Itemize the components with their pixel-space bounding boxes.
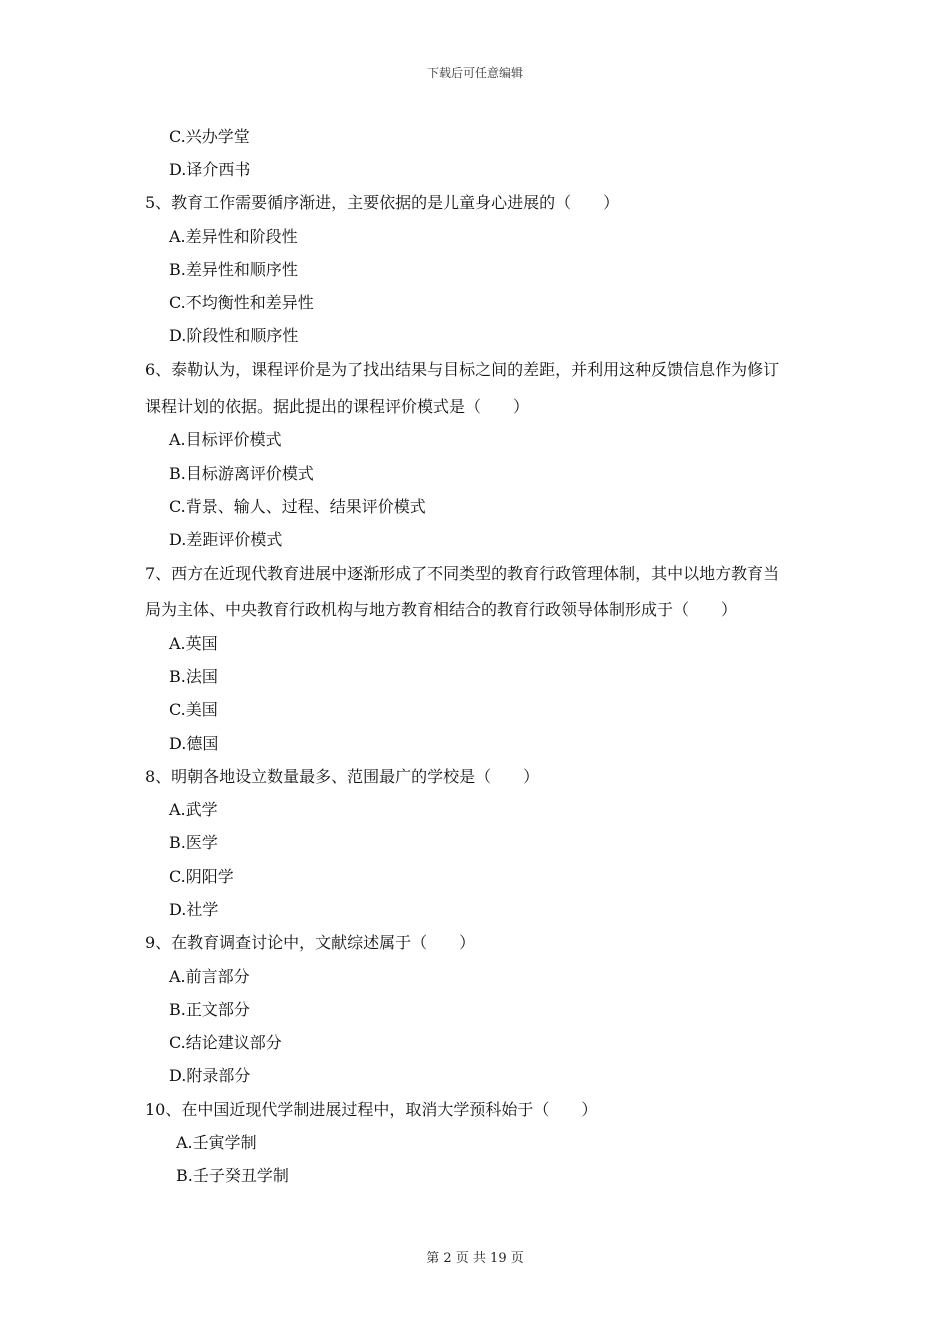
- question-7: 7、西方在近现代教育进展中逐渐形成了不同类型的教育行政管理体制，其中以地方教育当: [145, 564, 780, 583]
- option-line: A.差异性和阶段性: [169, 227, 298, 246]
- option-line: B.医学: [169, 833, 218, 852]
- page-footer: 第 2 页 共 19 页: [426, 1251, 524, 1266]
- option-line: C.不均衡性和差异性: [169, 293, 314, 312]
- option-line: B.差异性和顺序性: [169, 260, 298, 279]
- question-10: 10、在中国近现代学制进展过程中，取消大学预科始于（ ）: [145, 1100, 598, 1119]
- option-line: D.译介西书: [169, 160, 251, 179]
- option-line: C.美国: [169, 700, 218, 719]
- option-line: D.社学: [169, 900, 219, 919]
- option-line: A.壬寅学制: [176, 1133, 257, 1152]
- question-8: 8、明朝各地设立数量最多、范围最广的学校是（ ）: [145, 767, 540, 786]
- option-line: A.英国: [169, 634, 218, 653]
- option-line: A.前言部分: [169, 967, 250, 986]
- option-line: B.正文部分: [169, 1000, 250, 1019]
- option-line: D.德国: [169, 734, 219, 753]
- option-line: B.法国: [169, 667, 218, 686]
- option-line: A.武学: [169, 800, 218, 819]
- question-6: 6、泰勒认为，课程评价是为了找出结果与目标之间的差距，并利用这种反馈信息作为修订: [145, 360, 780, 379]
- option-line: C.阴阳学: [169, 867, 234, 886]
- option-line: D.阶段性和顺序性: [169, 326, 299, 345]
- question-6-cont: 课程计划的依据。据此提出的课程评价模式是（ ）: [145, 397, 530, 416]
- question-5: 5、教育工作需要循序渐进，主要依据的是儿童身心进展的（ ）: [145, 193, 620, 212]
- option-line: C.兴办学堂: [169, 127, 250, 146]
- question-7-cont: 局为主体、中央教育行政机构与地方教育相结合的教育行政领导体制形成于（ ）: [145, 600, 738, 619]
- option-line: C.背景、输人、过程、结果评价模式: [169, 497, 426, 516]
- question-9: 9、在教育调查讨论中，文献综述属于（ ）: [145, 933, 476, 952]
- option-line: B.壬子癸丑学制: [176, 1166, 289, 1185]
- option-line: D.附录部分: [169, 1066, 251, 1085]
- option-line: A.目标评价模式: [169, 430, 282, 449]
- option-line: D.差距评价模式: [169, 530, 283, 549]
- option-line: C.结论建议部分: [169, 1033, 282, 1052]
- page-header: 下载后可任意编辑: [426, 66, 523, 80]
- option-line: B.目标游离评价模式: [169, 464, 314, 483]
